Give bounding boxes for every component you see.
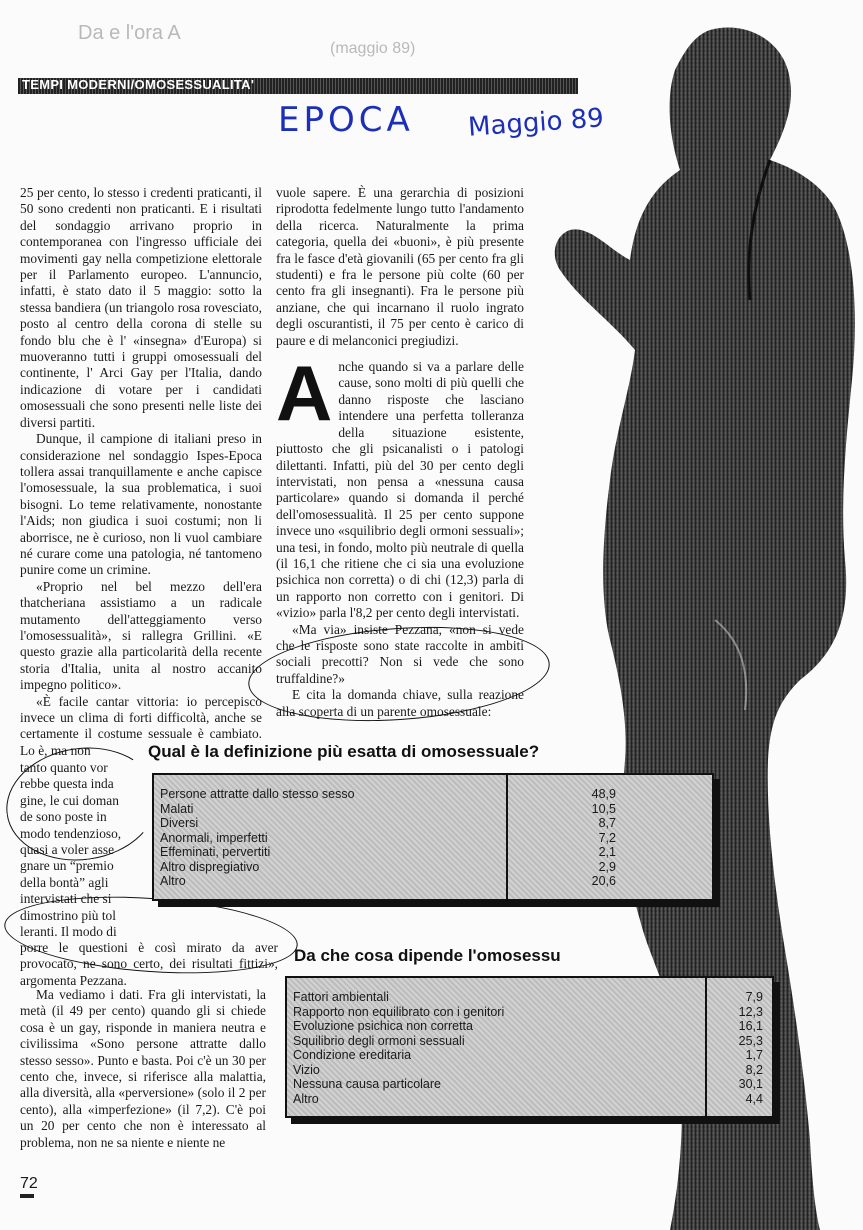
narrow-line: rebbe questa inda (20, 776, 114, 792)
narrow-line: gnare un “premio (20, 858, 114, 874)
table-row: Effeminati, pervertiti (160, 845, 271, 859)
table-row: Condizione ereditaria (293, 1048, 412, 1062)
handwritten-magazine-name: EPOCA (278, 100, 414, 140)
section-header-title: TEMPI MODERNI/OMOSESSUALITA' (22, 77, 255, 92)
table-row: Squilibrio degli ormoni sessuali (293, 1033, 465, 1048)
table-row: Rapporto non equilibrato con i genitori (293, 1004, 505, 1019)
table-row: Nessuna causa particolare (293, 1077, 441, 1091)
col1-paragraph: «Proprio nel bel mezzo dell'era thatcheriana assistiamo a un radicale mutamento dell'atteggiamento verso l'omosessualità», si rallegra Grillini. «E questo grazie alla particolarità della recente storia d'Italia, unita al nostro accanito impegno politico». (20, 578, 262, 693)
col1-paragraph: 25 per cento, lo stesso i credenti praticanti, il 50 sono credenti non praticanti. E i risultati del sondaggio arrivano proprio in contemporanea con l'ingresso ufficiale dei movimenti gay nella competizione elettorale per il Parlamento europeo. L'annuncio, infatti, è stato dato il 5 maggio: sotto la stessa bandiera (un triangolo rosa rovesciato, posto al centro della corona di stelle su fondo blu che è l' «insegna» d'Europa) si muoveranno tutti i gruppi omosessuali del continente, l' Arci Gay per l'Italia, dando indicazione di votare per i candidati omosessuali che sono presenti nelle liste dei diversi partiti. (20, 185, 262, 430)
narrow-line: quasi a voler asse (20, 842, 115, 858)
narrow-line: leranti. Il modo di (20, 924, 117, 940)
table-row: Altro (160, 874, 186, 888)
handwritten-date: Maggio 89 (467, 103, 605, 143)
col1-bottom-text: Ma vediamo i dati. Fra gli intervistati, la metà (il 49 per cento) quando gli si chiede cosa è un gay, risponde in maniera neutra e civilissima «Sono persone attratte dallo stesso sesso». Punto e basta. Poi c'è un 30 per cento che, invece, si riferisce alla malattia, alla diversità, alla «perversione» (solo il 2 per cento), alla «imperfezione» (il 7,2). C'è poi un 20 per cento che non è interessato al problema, non ne sa niente e niente ne (20, 987, 266, 1150)
pencil-scribble-left: Da e l'ora A (78, 22, 181, 44)
table-row: Malati (160, 801, 194, 816)
narrow-line: tanto quanto vor (20, 760, 108, 775)
table1-title: Qual è la definizione più esatta di omosessuale? (148, 742, 540, 761)
narrow-line: gine, le cui doman (20, 792, 119, 808)
narrow-line: della bontà” agli (20, 874, 109, 890)
page-number: 72 (20, 1175, 38, 1192)
col2-quote-text: «Ma via» insiste Pezzana, «non si vede che le risposte sono state raccolte in ambiti sociali precotti? Non si vede che sono truffaldine?» (276, 621, 524, 686)
table-row: Fattori ambientali (293, 990, 389, 1004)
table2 (285, 976, 774, 1118)
table-row: Evoluzione psichica non corretta (293, 1019, 473, 1033)
article-column-1-bottom (20, 987, 266, 1151)
narrow-line: modo tendenzioso, (20, 825, 122, 841)
table2-labels (293, 990, 699, 1106)
table2-title: Da che cosa dipende l'omosessu (294, 946, 561, 965)
col1-paragraph: Dunque, il campione di italiani preso in considerazione nel sondaggio Ispes-Epoca tollera assai tranquillamente e anche capisce l'omosessuale, la sua problematica, i suoi bisogni. Lo teme relativamente, nonostante l'Aids; non giudica i suoi costumi; non li aborrisce, ne è curioso, non li vuol cambiare né curare come una patologia, né tantomeno punire come un crimine. (20, 431, 262, 578)
article-column-1 (20, 185, 262, 759)
pencil-scribble-right: (maggio 89) (330, 40, 416, 57)
table-row: Anormali, imperfetti (160, 830, 268, 845)
col2-body-text: Anche quando si va a parlare delle cause, sono molti di più quelli che danno risposte che lasciano intendere una perfetta tolleranza della situazione esistente, piuttosto che gli psicanalisti o i patologi dilettanti. Infatti, più del 30 per cento degli intervistati, non pensa a «nessuna causa particolare» quando si domanda il perché dell'omosessualità. Il 25 per cento suppone invece uno «squilibrio degli ormoni sessuali»; una tesi, in fondo, molto più neutrale di quella (il 16,1 che ritiene che ci sia una evoluzione psichica non corretta) o di chi (12,3) parla di un rapporto non corretto con i genitori. Di «vizio» parla l'8,2 per cento degli intervistati. (276, 349, 524, 621)
table1 (152, 773, 714, 901)
col2-top-text: vuole sapere. È una gerarchia di posizioni riprodotta fedelmente lungo tutto l'andamento della ricerca. Naturalmente la prima categoria, quella dei «buoni», è più presente fra le fasce d'età giovanili (65 per cento fra gli studenti) e fra le persone più colte (60 per cento fra gli insegnanti). Fra le persone più anziane, che qui incarnano il ruolo ingrato degli oscurantisti, il 75 per cento è carico di paure e di melanconici pregiudizi. (276, 185, 524, 348)
table1-values: 48,9 10,5 8,7 7,2 2,1 2,9 20,6 (591, 787, 616, 888)
table-row: Vizio (293, 1062, 320, 1077)
table-row: Altro (293, 1091, 319, 1106)
col1-paragraph: «È facile cantar vittoria: io percepisco invece un clima di forti difficoltà, anche se certamente il costume sessuale è cambiato. Lo è, ma non (20, 693, 262, 758)
page-number-mark (20, 1194, 34, 1198)
col2-last-text: E cita la domanda chiave, sulla reazione alla scoperta di un parente omosessuale: (276, 687, 524, 719)
narrow-line: dimostrino più tol (20, 907, 116, 923)
table2-values: 7,9 12,3 16,1 25,3 1,7 8,2 30,1 4,4 (738, 990, 763, 1106)
table-row: Persone attratte dallo stesso sesso (160, 787, 355, 801)
narrow-line: intervistati che si (20, 891, 112, 907)
table-row: Diversi (160, 816, 199, 830)
table1-labels (160, 787, 496, 889)
table-row: Altro dispregiativo (160, 859, 260, 874)
narrow-line: de sono poste in (20, 809, 107, 825)
col1-after-text: porre le questioni è così mirato da aver provocato, ne sono certo, dei risultati fittizi», argomenta Pezzana. (20, 940, 278, 988)
drop-cap: A (276, 349, 333, 438)
